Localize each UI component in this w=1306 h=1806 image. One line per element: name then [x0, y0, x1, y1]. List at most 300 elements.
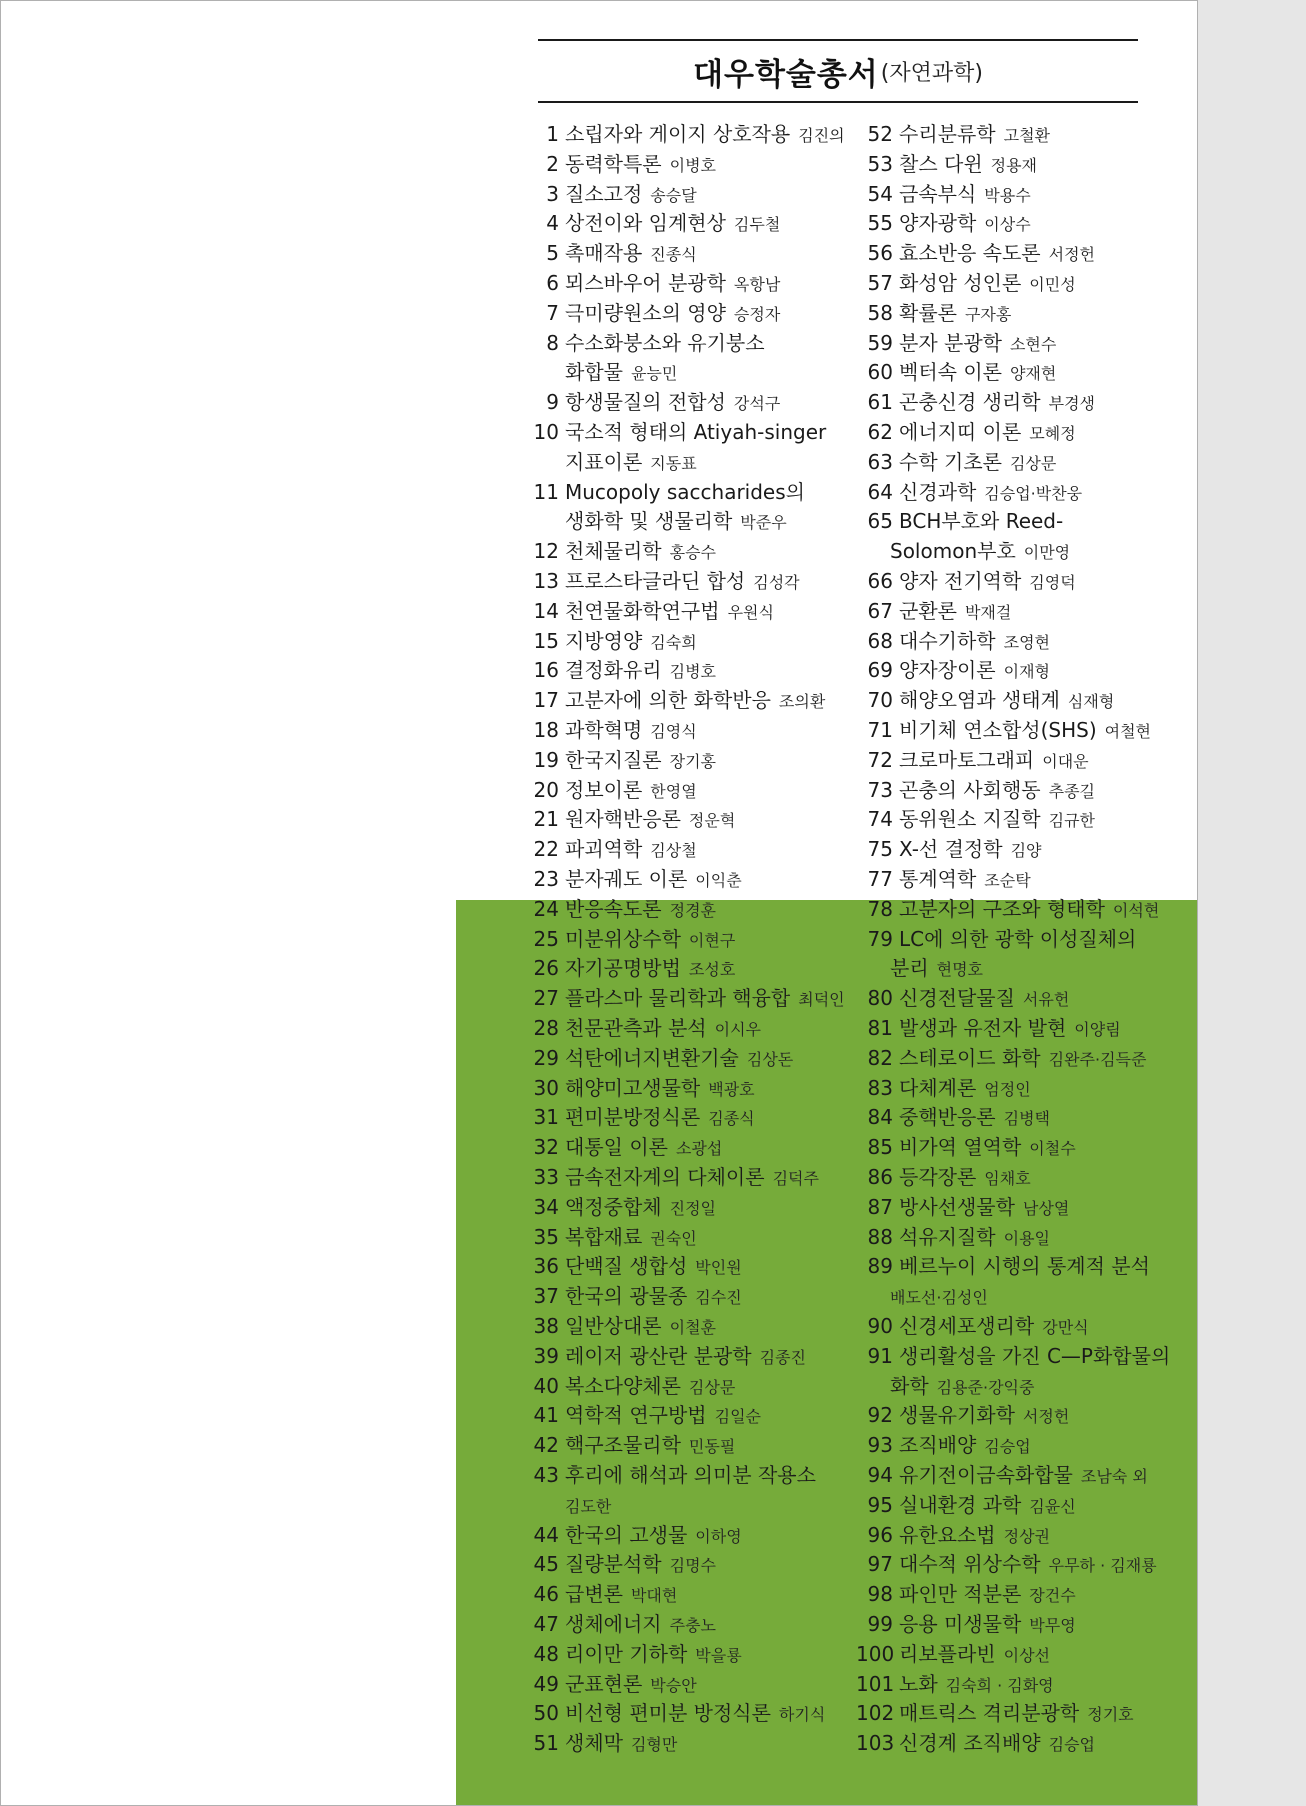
book-entry	[856, 1193, 1069, 1223]
book-entry	[531, 1014, 761, 1044]
book-number: 11	[533, 479, 559, 504]
book-number: 58	[867, 300, 893, 325]
book-author: 소현수	[1009, 334, 1057, 354]
book-author: 승정자	[733, 304, 781, 324]
book-author: 하기식	[778, 1705, 826, 1725]
book-number: 97	[867, 1552, 893, 1577]
book-number: 41	[533, 1403, 559, 1428]
book-title: 대수기하학	[899, 628, 996, 653]
book-title: 편미분방정식론	[565, 1105, 701, 1130]
book-entry	[531, 1521, 742, 1551]
book-number: 92	[867, 1403, 893, 1428]
book-author: 지동표	[650, 453, 697, 473]
book-author: 김승업	[984, 1437, 1031, 1457]
book-title: 동위원소 지질학	[899, 807, 1041, 832]
book-title: 비기체 연소합성(SHS)	[899, 718, 1097, 742]
book-author: 소광섭	[675, 1139, 723, 1159]
book-author: 민동필	[688, 1437, 736, 1457]
book-title: 양자 전기역학	[899, 569, 1022, 593]
book-number: 64	[867, 479, 893, 504]
book-entry	[856, 1550, 1157, 1580]
book-author: 김일순	[714, 1407, 761, 1427]
book-entry	[531, 1103, 755, 1133]
book-author: 박대현	[630, 1586, 678, 1606]
book-title: 석탄에너지변환기술	[565, 1045, 739, 1070]
book-author: 서정헌	[1048, 245, 1095, 265]
book-number: 34	[533, 1194, 559, 1219]
book-title: 실내환경 과학	[899, 1492, 1022, 1517]
book-entry	[856, 865, 1031, 895]
book-entry	[531, 1610, 716, 1640]
book-author: 윤능민	[630, 364, 678, 384]
book-author: 장건수	[1029, 1586, 1076, 1606]
book-title: 찰스 다윈	[899, 151, 983, 176]
book-author: 박준우	[740, 513, 787, 533]
book-author: 김상철	[650, 841, 697, 861]
book-author: 심재형	[1067, 692, 1115, 712]
book-title: 조직배양	[899, 1433, 977, 1458]
book-author: 김병택	[1003, 1109, 1050, 1129]
book-number: 3	[546, 181, 559, 206]
book-author: 김상돈	[746, 1049, 794, 1069]
book-title: 발생과 유전자 발현	[899, 1016, 1067, 1040]
book-author: 배도선·김성인	[890, 1288, 988, 1308]
book-number: 90	[867, 1314, 893, 1338]
book-entry	[531, 1133, 722, 1163]
book-entry	[531, 180, 697, 210]
book-number: 35	[533, 1224, 559, 1249]
book-author: 백광호	[708, 1079, 755, 1099]
book-author: 진종식	[650, 245, 697, 265]
book-author: 김용준·강익중	[936, 1377, 1035, 1397]
book-author: 여철현	[1104, 722, 1152, 741]
book-author: 이양림	[1074, 1020, 1121, 1039]
book-number: 24	[533, 896, 559, 921]
book-number: 87	[867, 1194, 893, 1219]
book-author: 이석현	[1112, 900, 1160, 920]
book-number: 37	[533, 1284, 559, 1309]
book-entry	[531, 239, 697, 269]
book-title: 생체막	[565, 1731, 623, 1756]
book-author: 조성호	[688, 960, 736, 980]
book-entry-continuation	[856, 1372, 1034, 1402]
book-author: 추종길	[1048, 781, 1095, 801]
book-number: 32	[533, 1135, 559, 1160]
book-author: 최덕인	[798, 990, 845, 1010]
book-entry	[856, 1312, 1089, 1342]
book-title-continued: 지표이론	[565, 449, 643, 474]
book-author: 서정헌	[1022, 1407, 1070, 1427]
book-number: 54	[867, 181, 893, 206]
book-entry	[531, 1670, 697, 1700]
book-author: 이상수	[984, 215, 1031, 235]
book-title: 크로마토그래피	[899, 747, 1035, 772]
book-title-continued: Solomon부호	[890, 539, 1016, 564]
book-number: 99	[867, 1612, 893, 1636]
book-title: 단백질 생합성	[565, 1254, 688, 1279]
book-title: 신경계 조직배양	[899, 1731, 1041, 1756]
book-entry	[531, 1729, 677, 1759]
book-author: 양재현	[1009, 364, 1057, 384]
book-title: 소립자와 게이지 상호작용	[565, 122, 791, 146]
book-entry	[531, 805, 735, 835]
book-entry	[531, 1044, 793, 1074]
book-author: 김상문	[1009, 453, 1057, 473]
book-author: 이재형	[1003, 662, 1050, 682]
book-number: 62	[867, 420, 893, 444]
book-author: 조순탁	[984, 871, 1031, 890]
book-entry	[856, 1014, 1121, 1044]
title-row	[538, 41, 1138, 101]
book-author: 이병호	[669, 155, 716, 175]
book-title: 항생물질의 전합성	[565, 390, 726, 415]
book-number: 8	[546, 330, 559, 355]
book-number: 95	[867, 1492, 893, 1517]
book-number: 96	[867, 1522, 893, 1547]
book-author: 김영덕	[1029, 573, 1076, 592]
book-author: 김병호	[669, 662, 716, 682]
book-author: 김종식	[708, 1109, 755, 1129]
book-author: 김윤신	[1029, 1496, 1076, 1516]
book-title: 노화	[899, 1671, 938, 1696]
book-entry	[856, 329, 1056, 359]
book-title: 질량분석학	[565, 1552, 662, 1577]
book-title: 과학혁명	[565, 718, 643, 742]
book-author: 김두철	[733, 215, 781, 235]
book-title: BCH부호와 Reed-	[899, 509, 1064, 534]
book-number: 10	[533, 420, 559, 444]
book-author: 이현구	[688, 930, 736, 950]
book-title-continued: 생화학 및 생물리학	[565, 509, 733, 534]
book-title: 화성암 성인론	[899, 271, 1022, 295]
book-entry	[531, 537, 716, 567]
book-number: 66	[867, 569, 893, 593]
book-entry	[531, 776, 697, 806]
book-title: 효소반응 속도론	[899, 241, 1041, 266]
book-title: 신경과학	[899, 479, 977, 504]
book-entry	[531, 1550, 716, 1580]
book-number: 49	[533, 1671, 559, 1696]
book-number: 12	[533, 539, 559, 564]
book-number: 21	[533, 807, 559, 832]
book-entry	[531, 1401, 761, 1431]
book-entry	[856, 1133, 1076, 1163]
book-title: 분자 분광학	[899, 330, 1002, 355]
book-title: 벡터속 이론	[899, 360, 1002, 385]
book-title: 석유지질학	[899, 1224, 996, 1249]
book-title: 리이만 기하학	[565, 1641, 688, 1666]
book-number: 45	[533, 1552, 559, 1577]
book-number: 17	[533, 688, 559, 713]
book-author: 박을룡	[695, 1645, 742, 1665]
book-title: 극미량원소의 영양	[565, 300, 726, 325]
book-title: 곤충신경 생리학	[899, 390, 1041, 415]
book-number: 71	[867, 718, 893, 742]
book-number: 9	[546, 390, 559, 415]
book-number: 93	[867, 1433, 893, 1458]
book-title: 생물유기화학	[899, 1403, 1015, 1428]
book-entry-continuation	[531, 1491, 611, 1521]
book-number: 51	[533, 1731, 559, 1756]
book-number: 29	[533, 1045, 559, 1070]
book-author: 김영식	[650, 722, 697, 741]
book-entry	[856, 1431, 1031, 1461]
book-title: 대통일 이론	[565, 1135, 668, 1160]
book-author: 옥항남	[733, 275, 781, 294]
book-author: 서유헌	[1022, 990, 1070, 1010]
book-number: 42	[533, 1433, 559, 1458]
book-entry	[856, 1640, 1050, 1670]
series-subtitle: (자연과학)	[880, 60, 983, 86]
book-title: 고분자의 구조와 형태학	[899, 896, 1105, 921]
book-entry	[856, 448, 1056, 478]
book-title: 해양미고생물학	[565, 1075, 701, 1100]
book-author: 박용수	[984, 185, 1031, 205]
book-title: 천연물화학연구법	[565, 598, 720, 623]
book-author: 진정일	[669, 1198, 716, 1218]
book-number: 78	[867, 896, 893, 921]
series-title: 대우학술총서	[693, 56, 879, 93]
book-title: X-선 결정학	[899, 837, 1003, 862]
book-entry	[531, 1252, 742, 1282]
book-number: 68	[867, 628, 893, 653]
book-title: 방사선생물학	[899, 1194, 1015, 1219]
book-entry	[856, 1461, 1148, 1491]
book-entry	[856, 418, 1076, 448]
book-entry	[531, 329, 765, 357]
book-number: 94	[867, 1463, 893, 1487]
book-number: 86	[867, 1165, 893, 1189]
book-entry	[531, 1342, 806, 1372]
book-entry	[856, 150, 1037, 180]
book-entry	[856, 209, 1031, 239]
book-title: Mucopoly saccharides의	[565, 479, 805, 504]
book-title: 생체에너지	[565, 1612, 662, 1636]
book-author: 김상문	[688, 1377, 736, 1397]
book-entry	[531, 1431, 735, 1461]
book-title: 천체물리학	[565, 539, 662, 564]
book-number: 15	[533, 628, 559, 653]
book-entry-continuation	[856, 537, 1070, 567]
book-title: 복합재료	[565, 1224, 643, 1249]
book-number: 18	[533, 718, 559, 742]
book-entry	[856, 1610, 1076, 1640]
book-title-continued: 화학	[890, 1373, 929, 1398]
book-entry	[531, 1580, 677, 1610]
book-author: 이용일	[1003, 1228, 1050, 1248]
book-number: 14	[533, 598, 559, 623]
book-title: 다체계론	[899, 1075, 977, 1100]
book-number: 65	[867, 509, 893, 534]
book-number: 16	[533, 658, 559, 683]
book-title: 역학적 연구방법	[565, 1403, 707, 1428]
book-title: 자기공명방법	[565, 956, 681, 981]
book-number: 44	[533, 1522, 559, 1547]
book-entry	[856, 835, 1041, 865]
book-entry-continuation	[531, 358, 677, 388]
book-number: 85	[867, 1135, 893, 1160]
book-author: 김규한	[1048, 811, 1095, 831]
book-entry	[531, 1193, 716, 1223]
book-entry	[531, 865, 742, 895]
book-title: 베르누이 시행의 통계적 분석	[899, 1254, 1150, 1279]
book-entry	[856, 1223, 1050, 1253]
book-author: 박인원	[695, 1258, 742, 1278]
book-title-continued: 화합물	[565, 360, 623, 385]
book-entry	[531, 150, 716, 180]
book-number: 56	[867, 241, 893, 266]
book-author: 우무하 · 김재룡	[1048, 1556, 1157, 1576]
book-entry	[531, 1372, 735, 1402]
book-entry	[856, 1580, 1076, 1610]
book-entry	[856, 567, 1076, 597]
book-title: 반응속도론	[565, 896, 662, 921]
book-number: 33	[533, 1165, 559, 1189]
book-number: 43	[533, 1463, 559, 1487]
book-number: 50	[533, 1701, 559, 1726]
book-entry	[531, 1223, 697, 1253]
book-entry	[856, 1670, 1054, 1700]
book-title: 한국의 고생물	[565, 1522, 688, 1547]
book-entry	[856, 686, 1114, 716]
book-title: 비선형 편미분 방정식론	[565, 1701, 771, 1726]
book-number: 67	[867, 598, 893, 623]
book-author: 박재걸	[964, 602, 1012, 622]
book-entry	[856, 746, 1089, 776]
book-author: 한영열	[650, 781, 697, 801]
book-title: 수학 기초론	[899, 449, 1002, 474]
book-number: 82	[867, 1045, 893, 1070]
book-entry-continuation	[531, 448, 697, 478]
book-title: 군표현론	[565, 1671, 643, 1696]
book-title: 금속부식	[899, 181, 977, 206]
book-entry	[856, 1252, 1150, 1280]
book-title: 한국의 광물종	[565, 1284, 688, 1309]
book-author: 정상권	[1003, 1526, 1050, 1546]
book-entry	[856, 1401, 1069, 1431]
book-title: 해양오염과 생태계	[899, 688, 1060, 713]
book-number: 46	[533, 1582, 559, 1607]
book-author: 김형만	[630, 1735, 678, 1755]
book-author: 김승업·박찬웅	[984, 483, 1083, 503]
book-entry-continuation	[856, 954, 983, 984]
book-title: 프로스타글라딘 합성	[565, 569, 746, 593]
book-author: 홍승수	[669, 543, 716, 563]
book-number: 5	[546, 241, 559, 266]
book-author: 김성각	[753, 573, 800, 592]
book-author: 우원식	[727, 602, 774, 622]
book-entry	[531, 746, 716, 776]
book-author: 김승업	[1048, 1735, 1095, 1755]
book-title: 한국지질론	[565, 747, 662, 772]
book-number: 77	[867, 867, 893, 891]
book-title: 분자궤도 이론	[565, 867, 688, 891]
book-number: 2	[546, 151, 559, 176]
book-number: 53	[867, 151, 893, 176]
book-entry	[531, 567, 800, 597]
book-entry	[856, 120, 1050, 150]
book-number: 7	[546, 300, 559, 325]
book-title: 촉매작용	[565, 241, 643, 266]
book-number: 81	[867, 1016, 893, 1040]
book-entry	[856, 299, 1011, 329]
book-entry	[856, 716, 1151, 746]
book-entry-continuation	[531, 507, 787, 537]
book-number: 74	[867, 807, 893, 832]
book-author: 이시우	[714, 1020, 761, 1039]
book-author: 이철훈	[669, 1318, 716, 1337]
book-title: 결정화유리	[565, 658, 662, 683]
book-author: 고철환	[1003, 126, 1050, 145]
book-entry	[856, 597, 1011, 627]
book-number: 91	[867, 1343, 893, 1368]
book-entry	[856, 805, 1095, 835]
book-author: 현명호	[936, 960, 984, 980]
book-entry	[856, 984, 1069, 1014]
book-title: 수소화붕소와 유기붕소	[565, 330, 765, 355]
book-author: 조의환	[778, 692, 826, 712]
book-title-continued: 분리	[890, 956, 929, 981]
book-entry	[531, 627, 697, 657]
book-title: 대수적 위상수학	[899, 1552, 1041, 1577]
book-number: 23	[533, 867, 559, 891]
book-title: 지방영양	[565, 628, 643, 653]
book-author: 이철수	[1029, 1139, 1076, 1159]
book-title: 스테로이드 화학	[899, 1045, 1041, 1070]
book-title: 급변론	[565, 1582, 623, 1607]
book-number: 73	[867, 777, 893, 802]
book-number: 57	[867, 271, 893, 295]
book-number: 102	[856, 1701, 895, 1726]
book-author: 이대운	[1042, 751, 1089, 771]
book-entry	[531, 925, 735, 955]
book-title: 파인만 적분론	[899, 1582, 1022, 1607]
book-entry	[531, 835, 697, 865]
book-number: 47	[533, 1612, 559, 1636]
book-number: 13	[533, 569, 559, 593]
book-entry	[856, 1163, 1031, 1193]
book-number: 69	[867, 658, 893, 683]
book-title: 고분자에 의한 화학반응	[565, 688, 771, 713]
book-number: 1	[546, 122, 559, 146]
book-author: 남상열	[1022, 1198, 1070, 1218]
book-number: 27	[533, 986, 559, 1011]
book-author: 김도한	[565, 1496, 612, 1516]
book-title: 리보플라빈	[899, 1641, 996, 1666]
book-entry	[856, 776, 1095, 806]
book-title: 파괴역학	[565, 837, 643, 862]
book-entry	[531, 984, 845, 1014]
book-title: 정보이론	[565, 777, 643, 802]
book-title: 유기전이금속화합물	[899, 1463, 1073, 1487]
book-number: 31	[533, 1105, 559, 1130]
book-number: 72	[867, 747, 893, 772]
book-title: 곤충의 사회행동	[899, 777, 1041, 802]
book-title: 수리분류학	[899, 122, 996, 146]
book-number: 100	[856, 1641, 895, 1666]
book-entry	[856, 478, 1082, 508]
book-entry-continuation	[856, 1282, 988, 1312]
book-entry	[531, 1074, 755, 1104]
book-author: 박무영	[1029, 1616, 1076, 1635]
book-title: 일반상대론	[565, 1314, 662, 1338]
book-entry	[531, 656, 716, 686]
book-number: 55	[867, 211, 893, 236]
book-author: 강석구	[733, 394, 781, 414]
book-title: 통계역학	[899, 867, 977, 891]
header-bottom-rule	[538, 101, 1138, 103]
book-entry	[531, 597, 774, 627]
